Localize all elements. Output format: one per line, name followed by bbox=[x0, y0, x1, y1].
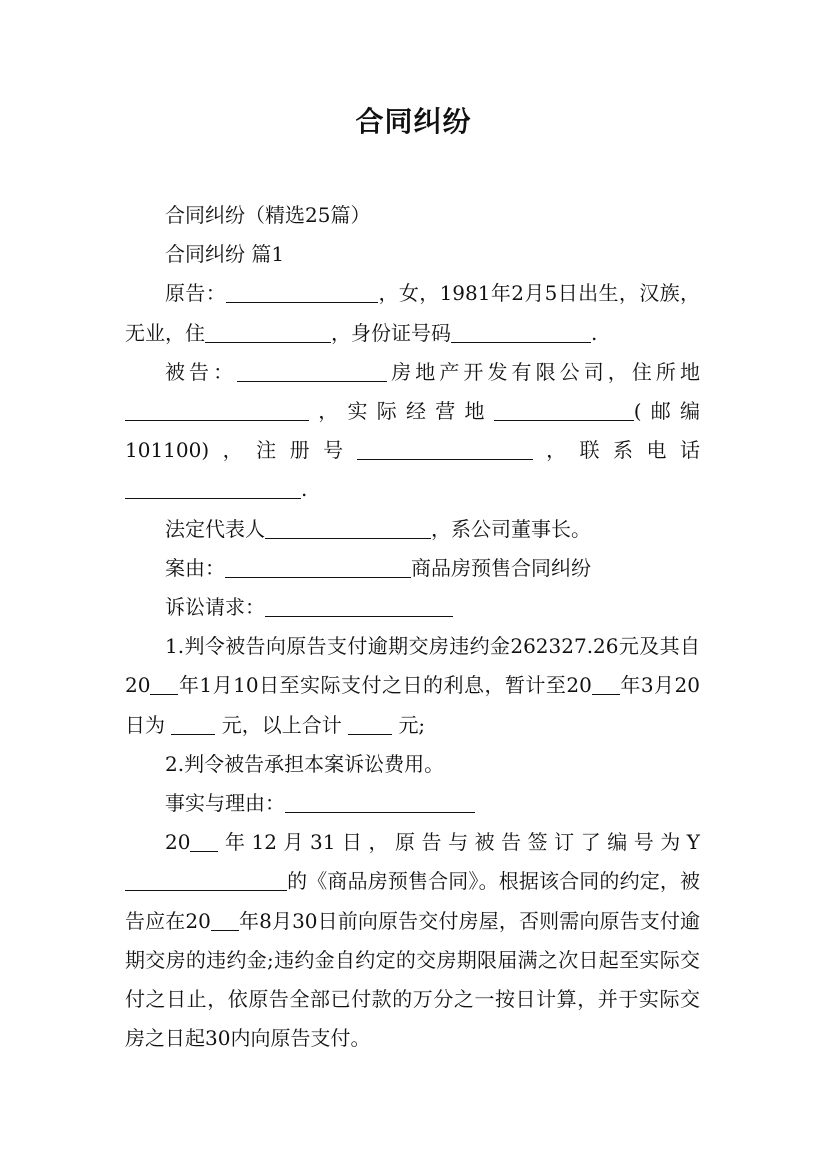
plaintiff-label: 原告： bbox=[165, 281, 227, 306]
facts-label-paragraph bbox=[125, 784, 700, 823]
claim-1-part-2: 年1月10日至实际支付之日的利息，暂计至20 bbox=[178, 673, 592, 698]
defendant-end: . bbox=[301, 477, 308, 502]
claim-1-year-blank-1 bbox=[150, 674, 178, 695]
cause-paragraph bbox=[125, 549, 700, 588]
document-body bbox=[125, 196, 700, 1058]
defendant-text-3: (邮编101100)，注册号 bbox=[125, 399, 700, 463]
document-title: 合同纠纷 bbox=[355, 105, 472, 138]
cause-text: 商品房预售合同纠纷 bbox=[411, 555, 591, 580]
facts-blank bbox=[285, 792, 475, 813]
claim-1-total-blank bbox=[348, 714, 392, 735]
section-title: 合同纠纷 篇1 bbox=[165, 242, 285, 267]
legal-rep-blank bbox=[265, 518, 431, 539]
plaintiff-end: . bbox=[591, 320, 598, 345]
plaintiff-name-blank bbox=[226, 282, 378, 303]
claims-label: 诉讼请求： bbox=[165, 595, 265, 620]
plaintiff-text-2: ，身份证号码 bbox=[331, 320, 451, 345]
facts-part-3: 的《商品房预售合同》。根据该合同的约定，被告应在20 bbox=[125, 869, 700, 933]
claim-1-part-1: 1.判令被告向原告支付逾期交房违约金262327.26元及其自20 bbox=[125, 634, 700, 698]
facts-part-1: 20 bbox=[165, 830, 191, 855]
facts-paragraph bbox=[125, 823, 700, 1058]
legal-rep-paragraph bbox=[125, 510, 700, 549]
claims-blank bbox=[265, 596, 453, 617]
legal-rep-text: ，系公司董事长。 bbox=[431, 516, 591, 541]
defendant-text-4: ，联系电话 bbox=[532, 438, 700, 463]
facts-part-4: 年8月30日前向原告交付房屋，否则需向原告支付逾期交房的违约金;违约金自约定的交房期限届满之次日起至实际交付之日止，依原告全部已付款的万分之一按日计算，并于实际交房之日起30内向原告支付。 bbox=[125, 908, 700, 1051]
claim-1-year-blank-2 bbox=[592, 674, 620, 695]
claim-1-part-3: 年3月20日为 bbox=[125, 673, 700, 737]
plaintiff-id-blank bbox=[451, 322, 591, 343]
facts-year-blank-2 bbox=[211, 910, 239, 931]
facts-part-2: 年12月31日，原告与被告签订了编号为Y bbox=[218, 830, 700, 855]
cause-blank bbox=[225, 557, 411, 578]
claim-1-part-4: 元，以上合计 bbox=[221, 712, 342, 737]
defendant-domicile-blank bbox=[125, 400, 309, 421]
claim-1-paragraph bbox=[125, 627, 700, 745]
claim-1-amount-blank bbox=[171, 714, 215, 735]
facts-label: 事实与理由： bbox=[165, 791, 285, 816]
facts-year-blank-1 bbox=[190, 831, 218, 852]
defendant-company-blank bbox=[237, 361, 387, 382]
defendant-phone-blank bbox=[125, 478, 301, 499]
defendant-business-address-blank bbox=[494, 400, 634, 421]
defendant-paragraph bbox=[125, 353, 700, 510]
claims-paragraph bbox=[125, 588, 700, 627]
plaintiff-address-blank bbox=[205, 322, 331, 343]
plaintiff-paragraph bbox=[125, 274, 700, 352]
legal-rep-label: 法定代表人 bbox=[165, 516, 265, 541]
subtitle: 合同纠纷（精选25篇） bbox=[165, 203, 371, 227]
cause-label: 案由： bbox=[165, 555, 225, 580]
defendant-registration-blank bbox=[357, 439, 533, 460]
facts-contract-number-blank bbox=[125, 870, 287, 891]
claim-1-part-5: 元; bbox=[398, 712, 426, 737]
defendant-text-2: ，实际经营地 bbox=[309, 399, 494, 424]
defendant-label: 被告： bbox=[165, 359, 238, 384]
defendant-text-1: 房地产开发有限公司，住所地 bbox=[387, 359, 700, 384]
claim-2-paragraph: 2.判令被告承担本案诉讼费用。 bbox=[165, 751, 445, 776]
plaintiff-text-1: ，女，1981年2月5日出生，汉族，无业，住 bbox=[125, 281, 700, 345]
